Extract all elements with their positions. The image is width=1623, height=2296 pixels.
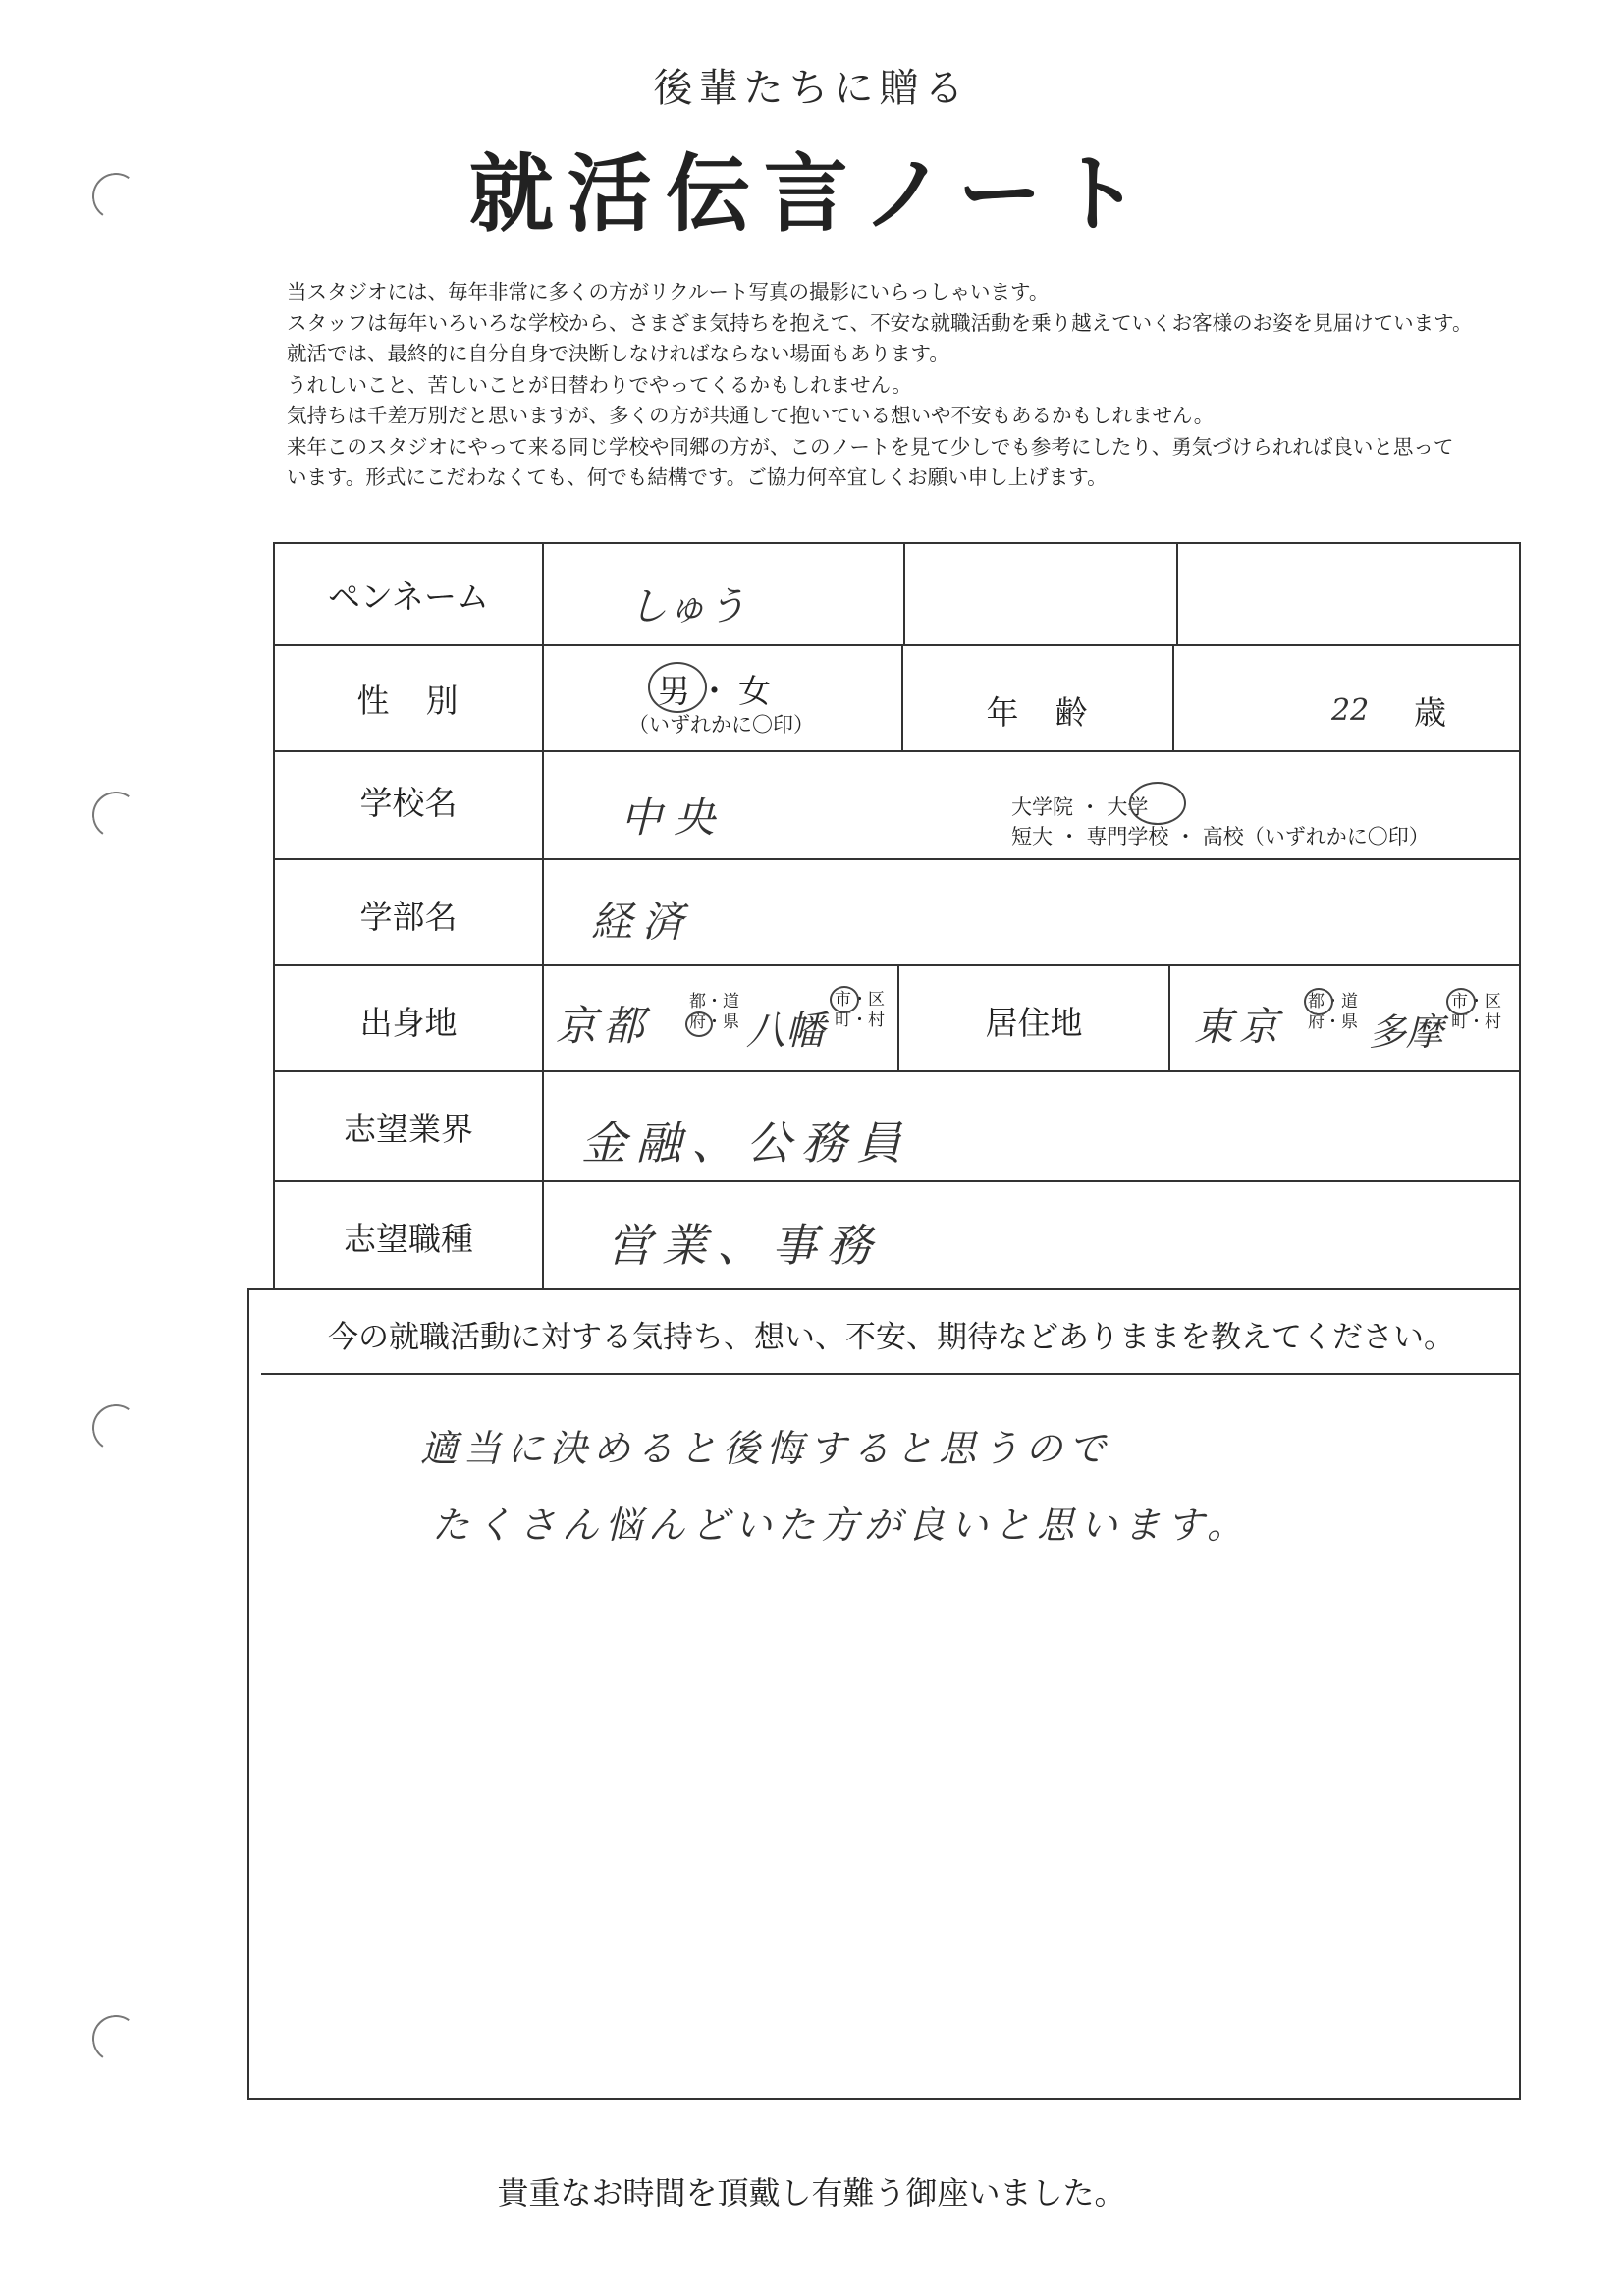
intro-line: うれしいこと、苦しいことが日替わりでやってくるかもしれません。 (287, 372, 912, 397)
school-value: 中央 (621, 793, 728, 842)
age-unit: 歳 (1414, 693, 1446, 732)
intro-line: 来年このスタジオにやって来る同じ学校や同郷の方が、このノートを見て少しでも参考にしたり、勇気づけられれば良いと思って (287, 434, 1454, 459)
hometown-city: 八幡 (746, 1009, 825, 1054)
hometown-pref-suffix: 都・道 府・県 (689, 992, 739, 1032)
industry-value: 金融、公務員 (581, 1117, 911, 1170)
industry-label: 志望業界 (344, 1110, 473, 1148)
selection-circle (1129, 782, 1186, 825)
gender-note: （いずれかに〇印） (628, 713, 814, 737)
pen-name-value: しゅう (628, 584, 746, 629)
pre-title: 後輩たちに贈る (653, 66, 970, 111)
binder-hole (88, 1400, 143, 1455)
residence-pref-suffix: 都・道 府・県 (1308, 992, 1358, 1032)
intro-line: 気持ちは千差万別だと思いますが、多くの方が共通して抱いている想いや不安もあるかもしれません。 (287, 404, 1215, 427)
selection-circle (685, 1011, 713, 1037)
age-value: 22 (1331, 693, 1370, 728)
hometown-city-suffix: 市・区 町・村 (835, 990, 885, 1030)
faculty-value: 経済 (591, 898, 694, 946)
school-types-line1: 大学院 ・ 大学 (1011, 795, 1149, 819)
selection-circle (830, 986, 859, 1013)
binder-hole (88, 2011, 143, 2066)
school-label: 学校名 (359, 784, 458, 822)
gender-options: 男・女 (658, 672, 779, 710)
answer-line-2: たくさん悩んどいた方が良いと思います。 (432, 1503, 1250, 1547)
job-label: 志望職種 (344, 1220, 473, 1258)
job-value: 営業、事務 (607, 1219, 882, 1272)
residence-city: 多摩 (1369, 1011, 1444, 1054)
footer-thanks: 貴重なお時間を頂戴し有難う御座いました。 (497, 2174, 1126, 2212)
intro-line: います。形式にこだわなくても、何でも結構です。ご協力何卒宜しくお願い申し上げます。 (287, 465, 1108, 489)
residence-label: 居住地 (985, 1004, 1083, 1042)
selection-circle (1446, 988, 1476, 1015)
intro-line: 当スタジオには、毎年非常に多くの方がリクルート写真の撮影にいらっしゃいます。 (287, 280, 1050, 303)
intro-line: 就活では、最終的に自分自身で決断しなければならない場面もあります。 (287, 342, 949, 365)
residence-pref: 東京 (1194, 1005, 1284, 1050)
page-title: 就活伝言ノート (468, 145, 1155, 244)
pen-name-label: ペンネーム (327, 577, 489, 616)
intro-text (287, 277, 1602, 494)
residence-city-suffix: 市・区 町・村 (1451, 992, 1501, 1032)
age-label: 年 齢 (986, 693, 1090, 732)
binder-hole (88, 788, 143, 843)
school-types-line2: 短大 ・ 専門学校 ・ 高校（いずれかに〇印） (1011, 825, 1430, 848)
hometown-pref: 京都 (556, 1002, 651, 1050)
faculty-label: 学部名 (359, 898, 458, 936)
question-text: 今の就職活動に対する気持ち、想い、不安、期待などありままを教えてください。 (328, 1320, 1454, 1355)
selection-circle (1304, 988, 1333, 1015)
selection-circle (648, 662, 707, 713)
gender-label: 性 別 (356, 682, 460, 720)
intro-line: スタッフは毎年いろいろな学校から、さまざま気持ちを抱えて、不安な就職活動を乗り越えていくお客様のお姿を見届けています。 (287, 310, 1473, 335)
answer-line-1: 適当に決めると後悔すると思うので (420, 1427, 1112, 1470)
hometown-label: 出身地 (359, 1004, 458, 1042)
